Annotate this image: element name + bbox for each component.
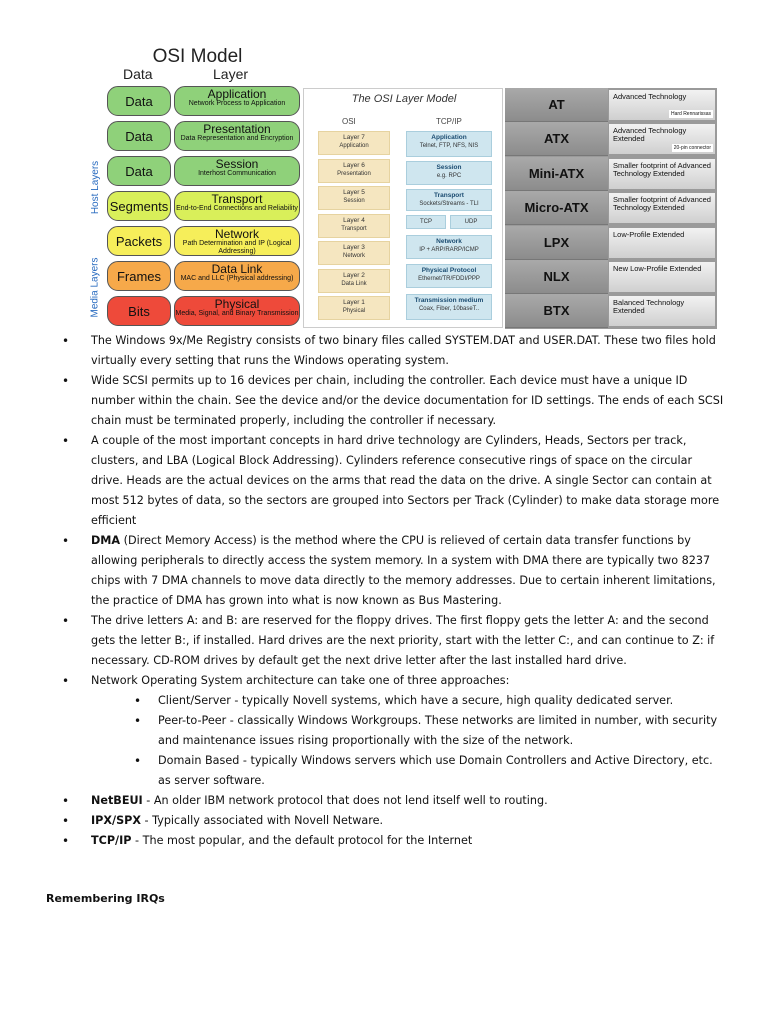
tcp-network-desc: IP + ARP/RARP/ICMP [419,247,479,253]
osi-layer-number: Layer 4 [343,216,365,224]
osi-layer-cell [318,214,390,238]
sub-bullet-client-server: • Client/Server - typically Novell systems, which have a secure, high quality dedicated server. [46,691,726,711]
form-factor-name: ATX [505,122,608,156]
form-factor-desc-box [609,90,715,120]
form-factor-desc: Advanced Technology Extended [613,126,687,144]
document-body [46,331,726,851]
tcp-network-cell [406,235,492,259]
tcp-physical-name: Physical Protocol [421,267,477,274]
bullet-tcp-ip [46,831,726,851]
osi-layer-name: Application [207,87,267,101]
osi-layer-desc: MAC and LLC (Physical addressing) [180,275,294,282]
osi-data-unit: Frames [107,261,171,291]
osi-host-layers-label: Host Layers [90,160,102,215]
osi-layer-label: Network [342,253,365,259]
form-factor-row [505,157,717,191]
form-factor-desc-box [609,124,715,154]
osi-data-unit: Data [107,156,171,186]
form-factor-sub: 20-pin connector [673,145,711,152]
form-factor-row [505,122,717,156]
osi-layer-label: Transport [341,225,367,232]
osi-layer-desc: End-to-End Connections and Reliability [176,205,298,212]
tcp-physical-desc: Ethernet/TR/FDDI/PPP [418,276,480,282]
osi-layer-box [174,86,300,116]
bullet-scsi: • Wide SCSI permits up to 16 devices per chain, including the controller. Each device must have a unique ID number within the chain. See the device and/or the device documentation for ID settings. The ends of each SCSI chain must be terminated properly, including the controller if necessary. [46,371,726,431]
netbeui-text: - An older IBM network protocol that does not lend itself well to routing. [142,794,548,807]
osi-layer-cell [318,159,390,183]
bullet-netbeui [46,791,726,811]
form-factor-desc: New Low-Profile Extended [613,264,702,273]
osi-layer-cell [318,269,390,293]
form-factor-name: Micro-ATX [505,191,608,225]
osi-layer-box [174,121,300,151]
osi-layer-box [174,191,300,221]
ipx-term: IPX/SPX [91,814,141,827]
ipx-text: - Typically associated with Novell Netware. [140,814,384,827]
osi-layer-number: Layer 2 [343,271,365,279]
tcp-medium-cell [406,294,492,320]
sub-bullet-domain-based: • Domain Based - typically Windows servers which use Domain Controllers and Active Directory, etc. as server software. [46,751,726,791]
osi-layer-number: Layer 3 [343,244,365,251]
tcp-udp-cell: UDP [450,215,492,229]
form-factor-table [505,88,717,329]
tcpip-term: TCP/IP [91,834,132,847]
osi-layer-cell [318,131,390,155]
osi-data-unit: Packets [107,226,171,256]
osi-layer-box [174,226,300,256]
osi-data-unit: Data [107,86,171,116]
tcp-application-name: Application [431,134,467,141]
osi-data-unit: Data [107,121,171,151]
bullet-hard-drive: • A couple of the most important concepts in hard drive technology are Cylinders, Heads, Sectors per track, clusters, and LBA (Logical Block Addressing). Cylinders reference consecutive rings of space on the circular drive. Heads are the actual devices on the arms that read the data on the drive. A single Sector can contain at most 512 bytes of data, so the sectors are grouped into Sectors per Track (Cylinder) to make data storage more efficient [46,431,726,531]
osi-layer-number: Layer 6 [343,161,365,169]
osi-layer-label: Data Link [341,280,367,287]
form-factor-sub: Hard Rennarissas [670,111,711,117]
osi-layer-label: Physical [342,308,366,314]
osi-row [107,121,300,152]
tcp-physical-cell [406,264,492,288]
osi-layer-box [174,261,300,291]
form-factor-desc-box [609,296,715,326]
osi-layer-cell [318,296,390,320]
tcp-transport-name: Transport [434,192,464,199]
osi-layer-label: Application [339,143,369,149]
bullet-registry: • The Windows 9x/Me Registry consists of two binary files called SYSTEM.DAT and USER.DAT. These two files hold virtually every setting that runs the Windows operating system. [46,331,726,371]
form-factor-desc-box [609,193,715,223]
tcp-transport-cell [406,189,492,211]
form-factor-desc: Balanced Technology Extended [613,298,685,316]
osi-tcpip-figure [303,88,503,328]
form-factor-desc: Smaller footprint of Advanced Technology Extended [613,195,711,213]
netbeui-term: NetBEUI [91,794,143,807]
form-factor-desc-box [609,228,715,258]
bullet-dma [46,531,726,611]
osi-layer-cell [318,186,390,210]
osi-layer-cell [318,241,390,265]
tcp-tcp-cell: TCP [406,215,446,229]
form-factor-name: BTX [505,294,608,328]
osi-column-header: OSI [342,117,356,126]
osi-layer-header: Layer [213,66,249,82]
osi-media-layers-label: Media Layers [89,257,101,318]
osi-layer-number: Layer 1 [343,299,365,306]
tcp-medium-desc: Coax, Fiber, 10baseT.. [418,306,480,312]
form-factor-desc-box [609,159,715,189]
tcpip-text: - The most popular, and the default protocol for the Internet [131,834,473,847]
osi-data-header: Data [123,66,153,82]
form-factor-desc-box [609,262,715,292]
osi-layer-name: Physical [214,297,260,311]
form-factor-row [505,226,717,260]
form-factor-name: NLX [505,260,608,294]
osi-data-unit: Segments [107,191,171,221]
osi-layer-desc: Media, Signal, and Binary Transmission [175,310,299,317]
form-factor-name: Mini-ATX [505,157,608,191]
osi-row [107,86,300,117]
sub-bullet-peer-to-peer: • Peer-to-Peer - classically Windows Workgroups. These networks are limited in number, with security and maintenance issues rising proportionally with the size of the network. [46,711,726,751]
osi-data-unit: Bits [107,296,171,326]
form-factor-row [505,294,717,328]
osi-row [107,156,300,187]
osi-layer-box [174,156,300,186]
osi-layer-name: Data Link [211,262,263,276]
form-factor-desc: Smaller footprint of Advanced Technology Extended [613,160,711,178]
osi-row [107,191,300,222]
osi-layer-box [174,296,300,326]
section-heading: Remembering IRQs [46,892,165,905]
tcp-application-desc: Telnet, FTP, NFS, NIS [419,143,479,149]
tcp-application-cell [406,131,492,157]
osi-layer-desc: Path Determination and IP (Logical Addressing) [182,240,292,255]
bullet-nos: • Network Operating System architecture can take one of three approaches: [46,671,726,691]
osi-layer-desc: Data Representation and Encryption [180,135,294,142]
tcpip-column-header: TCP/IP [436,117,462,126]
tcp-network-name: Network [436,238,462,245]
osi-layer-name: Session [215,157,259,171]
form-factor-desc: Advanced Technology [613,92,687,101]
osi-layer-number: Layer 5 [343,189,365,196]
osi-model-title: OSI Model [152,46,243,67]
form-factor-desc: Low-Profile Extended [613,229,685,239]
form-factor-row [505,260,717,294]
osi-layer-label: Presentation [337,170,371,177]
osi-layer-number: Layer 7 [343,134,365,141]
osi-row [107,226,300,257]
form-factor-name: LPX [505,226,608,260]
form-factor-name: AT [505,88,608,122]
tcp-session-name: Session [436,164,462,171]
form-factor-row [505,88,717,122]
osi-layer-name: Transport [211,192,263,206]
osi-layer-model-title: The OSI Layer Model [351,93,457,105]
tcp-session-cell [406,161,492,185]
osi-layer-desc: Interhost Communication [198,170,276,177]
osi-row [107,296,300,327]
dma-term: DMA [91,534,121,547]
osi-layer-name: Network [214,227,259,241]
dma-text: (Direct Memory Access) is the method where the CPU is relieved of certain data transfer functions by allowing peripherals to directly access the system memory. In a system with DMA there are typically two 8237 chips with 7 DMA channels to move data directly to the memory addresses. Due to certain inherent limitations, the practice of DMA has grown into what is now known as Bus Mastering. [91,534,716,607]
form-factor-row [505,191,717,225]
osi-layer-name: Presentation [203,122,271,136]
osi-row [107,261,300,292]
bullet-drive-letters: • The drive letters A: and B: are reserved for the floppy drives. The first floppy gets the letter A: and the second gets the letter B:, if installed. Hard drives are the next priority, start with the letter C:, and can continue to Z: if necessary. CD-ROM drives by default get the next drive letter after the last installed hard drive. [46,611,726,671]
bullet-ipx-spx [46,811,726,831]
osi-model-figure [89,42,300,328]
osi-layer-label: Session [343,198,365,204]
osi-layer-desc: Network Process to Application [188,100,286,107]
tcp-transport-desc: Sockets/Streams - TLI [419,201,479,207]
tcp-session-desc: e.g. RPC [436,173,462,179]
tcp-medium-name: Transmission medium [414,297,484,304]
